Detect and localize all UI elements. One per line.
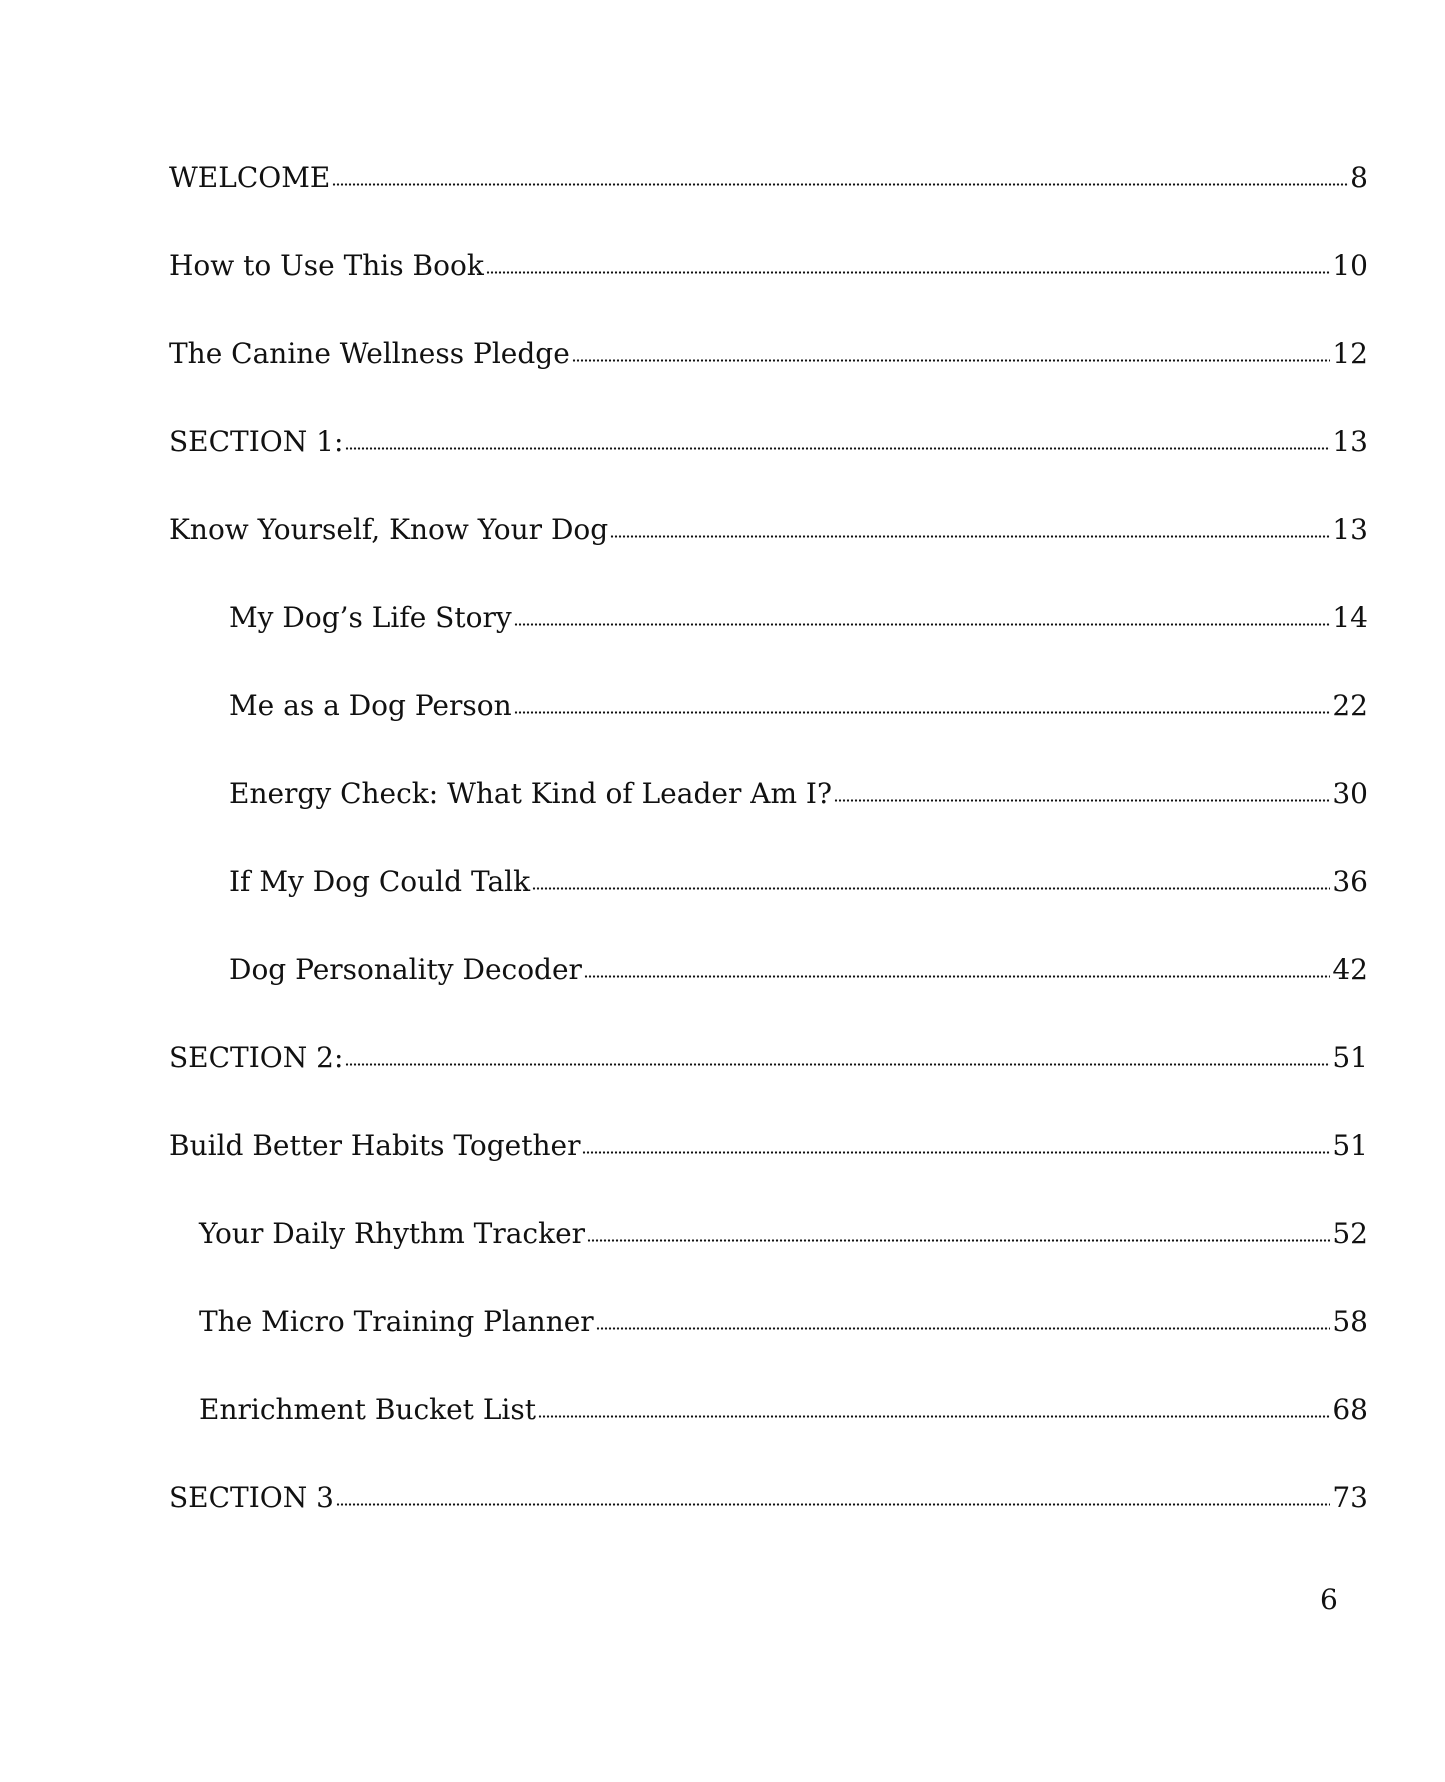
toc-entry-section-1[interactable] [169,424,1368,512]
toc-entry-title: Dog Personality Decoder [229,953,582,986]
table-of-contents [169,160,1368,1568]
toc-entry-bucket-list[interactable] [169,1392,1368,1480]
toc-entry-page: 73 [1332,1481,1368,1514]
toc-entry-dog-person[interactable] [169,688,1368,776]
toc-entry-page: 8 [1350,161,1368,194]
toc-entry-page: 22 [1332,689,1368,722]
toc-entry-title: SECTION 1: [169,425,344,458]
toc-entry-section-2[interactable] [169,1040,1368,1128]
dot-leader [345,422,1330,450]
toc-entry-page: 42 [1332,953,1368,986]
dot-leader [336,1478,1330,1506]
toc-entry-title: WELCOME [169,161,331,194]
toc-entry-title: The Micro Training Planner [199,1305,594,1338]
toc-entry-page: 14 [1332,601,1368,634]
toc-entry-life-story[interactable] [169,600,1368,688]
dot-leader [332,158,1348,186]
toc-entry-training-planner[interactable] [169,1304,1368,1392]
toc-entry-title: If My Dog Could Talk [229,865,531,898]
dot-leader [582,1126,1330,1154]
toc-entry-title: Build Better Habits Together [169,1129,581,1162]
dot-leader [584,950,1330,978]
toc-entry-page: 36 [1332,865,1368,898]
toc-entry-title: My Dog’s Life Story [229,601,512,634]
toc-entry-know-yourself[interactable] [169,512,1368,600]
toc-entry-page: 68 [1332,1393,1368,1426]
toc-entry-welcome[interactable] [169,160,1368,248]
toc-entry-section-3[interactable] [169,1480,1368,1568]
dot-leader [834,774,1330,802]
toc-entry-personality-decoder[interactable] [169,952,1368,1040]
toc-entry-title: Me as a Dog Person [229,689,512,722]
dot-leader [514,598,1331,626]
toc-entry-page: 12 [1332,337,1368,370]
toc-entry-how-to-use[interactable] [169,248,1368,336]
dot-leader [486,246,1331,274]
toc-entry-page: 52 [1332,1217,1368,1250]
dot-leader [610,510,1330,538]
dot-leader [514,686,1331,714]
toc-entry-better-habits[interactable] [169,1128,1368,1216]
toc-entry-title: SECTION 3 [169,1481,334,1514]
toc-entry-rhythm-tracker[interactable] [169,1216,1368,1304]
toc-entry-title: Know Yourself, Know Your Dog [169,513,609,546]
toc-entry-wellness-pledge[interactable] [169,336,1368,424]
toc-entry-page: 51 [1332,1129,1368,1162]
dot-leader [538,1390,1330,1418]
toc-entry-page: 58 [1332,1305,1368,1338]
toc-entry-page: 13 [1332,513,1368,546]
dot-leader [532,862,1330,890]
toc-entry-title: Your Daily Rhythm Tracker [199,1217,586,1250]
toc-entry-dog-could-talk[interactable] [169,864,1368,952]
dot-leader [572,334,1331,362]
toc-entry-title: The Canine Wellness Pledge [169,337,570,370]
dot-leader [596,1302,1331,1330]
toc-entry-title: How to Use This Book [169,249,484,282]
dot-leader [345,1038,1330,1066]
toc-entry-title: Energy Check: What Kind of Leader Am I? [229,777,832,810]
toc-entry-page: 10 [1332,249,1368,282]
toc-entry-page: 13 [1332,425,1368,458]
dot-leader [587,1214,1330,1242]
toc-entry-page: 30 [1332,777,1368,810]
toc-entry-energy-check[interactable] [169,776,1368,864]
toc-entry-title: Enrichment Bucket List [199,1393,536,1426]
page-number: 6 [1320,1583,1338,1616]
toc-entry-title: SECTION 2: [169,1041,344,1074]
toc-entry-page: 51 [1332,1041,1368,1074]
